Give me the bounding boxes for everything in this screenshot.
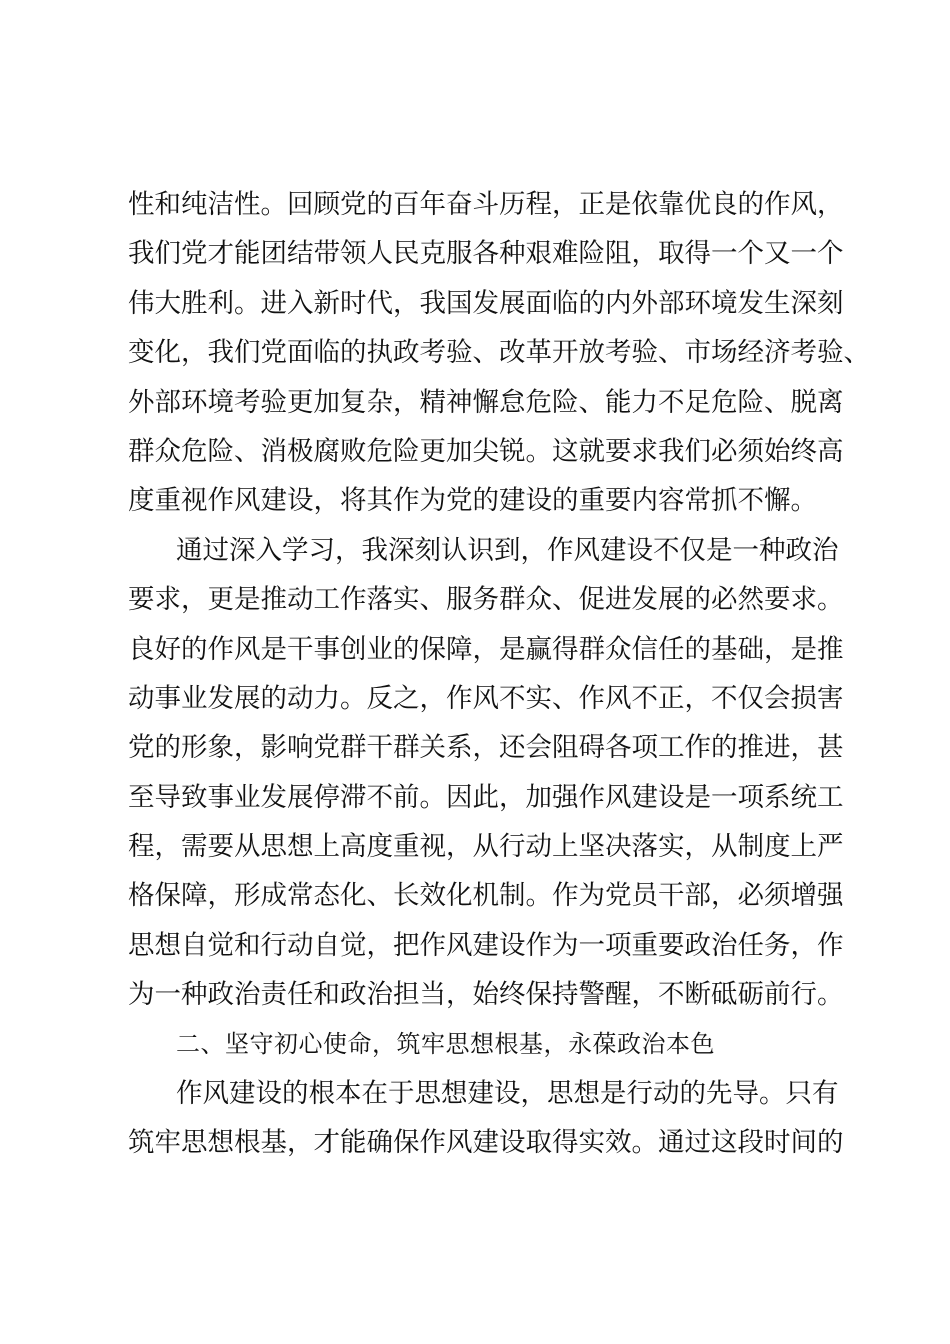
text-line: 程，需要从思想上高度重视，从行动上坚决落实，从制度上严 [128,831,844,863]
text-line: 群众危险、消极腐败危险更加尖锐。这就要求我们必须始终高 [128,435,844,467]
text-line: 伟大胜利。进入新时代，我国发展面临的内外部环境发生深刻 [128,287,844,319]
text-line: 格保障，形成常态化、长效化机制。作为党员干部，必须增强 [128,880,844,912]
text-line: 良好的作风是干事创业的保障，是赢得群众信任的基础，是推 [128,633,844,665]
paragraph-first-line: 通过深入学习，我深刻认识到，作风建设不仅是一种政治 [176,534,839,566]
text-line: 为一种政治责任和政治担当，始终保持警醒，不断砥砺前行。 [128,979,844,1011]
text-line: 度重视作风建设，将其作为党的建设的重要内容常抓不懈。 [128,485,817,517]
text-line: 性和纯洁性。回顾党的百年奋斗历程，正是依靠优良的作风， [128,189,844,220]
text-line: 筑牢思想根基，才能确保作风建设取得实效。通过这段时间的 [128,1127,844,1159]
text-line: 外部环境考验更加复杂，精神懈怠危险、能力不足危险、脱离 [128,386,844,418]
text-line: 思想自觉和行动自觉，把作风建设作为一项重要政治任务，作 [128,929,844,961]
text-line: 至导致事业发展停滞不前。因此，加强作风建设是一项系统工 [128,781,844,813]
text-line: 变化，我们党面临的执政考验、改革开放考验、市场经济考验、 [128,337,870,369]
text-line: 动事业发展的动力。反之，作风不实、作风不正，不仅会损害 [128,682,844,714]
section-heading: 二、坚守初心使命，筑牢思想根基，永葆政治本色 [176,1029,715,1058]
paragraph-first-line: 作风建设的根本在于思想建设，思想是行动的先导。只有 [176,1078,839,1110]
document-body [128,180,870,1168]
text-line: 党的形象，影响党群干群关系，还会阻碍各项工作的推进，甚 [128,732,844,764]
text-line: 要求，更是推动工作落实、服务群众、促进发展的必然要求。 [128,584,844,616]
text-line: 我们党才能团结带领人民克服各种艰难险阻，取得一个又一个 [128,238,844,270]
